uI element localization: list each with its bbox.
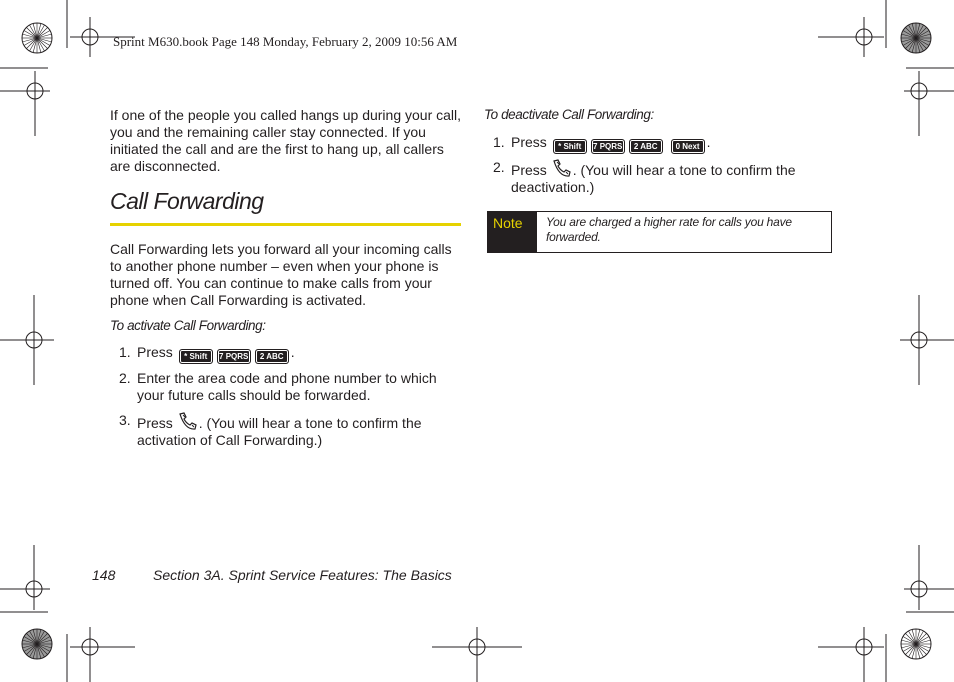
activate-heading: To activate Call Forwarding: [110, 318, 266, 333]
crosshair-registration-icon [904, 68, 954, 136]
shift-key: * Shift [553, 139, 587, 154]
crosshair-registration-icon [818, 0, 886, 57]
section-description: Call Forwarding lets you forward all your incoming calls to another phone number – even when your phone is turned off. You can continue to make calls from your phone when Call Forwarding is activated. [110, 241, 452, 308]
shift-key: * Shift [179, 349, 213, 364]
step-end: . [706, 134, 711, 150]
intro-paragraph: If one of the people you called hangs up during your call, you and the remaining caller stay connected. If you initiated the call and are the first to hang up, all callers are disconnected. [110, 107, 462, 174]
section-title: Call Forwarding [110, 188, 264, 214]
crosshair-registration-icon [904, 545, 954, 612]
crosshair-registration-icon [0, 545, 50, 612]
step-label: Press [137, 415, 173, 431]
note-text: You are charged a higher rate for calls you have forwarded. [546, 215, 792, 244]
step-number: 1. [119, 344, 131, 360]
crosshair-registration-icon [818, 627, 886, 682]
step-text [511, 134, 833, 154]
note-label: Note [488, 212, 537, 252]
deactivate-step-1 [493, 134, 833, 154]
step-number: 2. [493, 159, 505, 175]
zero-key: 0 Next [671, 139, 705, 154]
step-label: Press [511, 134, 547, 150]
step-text [137, 344, 459, 364]
step-detail: . (You will hear a tone to confirm the deactivation.) [511, 162, 796, 195]
activate-step-3 [119, 412, 459, 449]
activate-step-1 [119, 344, 459, 364]
crosshair-registration-icon [432, 627, 522, 682]
crosshair-registration-icon [900, 295, 954, 385]
crosshair-registration-icon [0, 295, 54, 385]
seven-key: 7 PQRS [217, 349, 251, 364]
crosshair-registration-icon [0, 68, 50, 136]
step-detail: . (You will hear a tone to confirm the activation of Call Forwarding.) [137, 415, 422, 448]
page-number: 148 [92, 567, 116, 583]
deactivate-step-2 [493, 159, 813, 196]
two-key: 2 ABC [629, 139, 663, 154]
step-number: 2. [119, 370, 131, 386]
note-box [487, 211, 832, 253]
deactivate-heading: To deactivate Call Forwarding: [484, 107, 654, 122]
crosshair-registration-icon [67, 627, 135, 682]
step-text [137, 412, 459, 449]
footer-section-title: Section 3A. Sprint Service Features: The Basics [153, 567, 452, 583]
step-label: Press [137, 344, 173, 360]
step-text [511, 159, 813, 196]
phone-talk-icon [177, 412, 199, 432]
seven-key: 7 PQRS [591, 139, 625, 154]
phone-talk-icon [551, 159, 573, 179]
step-end: . [290, 344, 295, 360]
step-number: 3. [119, 412, 131, 428]
step-label: Press [511, 162, 547, 178]
book-header: Sprint M630.book Page 148 Monday, February 2, 2009 10:56 AM [113, 34, 458, 49]
step-number: 1. [493, 134, 505, 150]
activate-step-2 [119, 370, 459, 404]
two-key: 2 ABC [255, 349, 289, 364]
title-underline [110, 223, 461, 226]
step-text: Enter the area code and phone number to which your future calls should be forwarded. [137, 370, 437, 403]
